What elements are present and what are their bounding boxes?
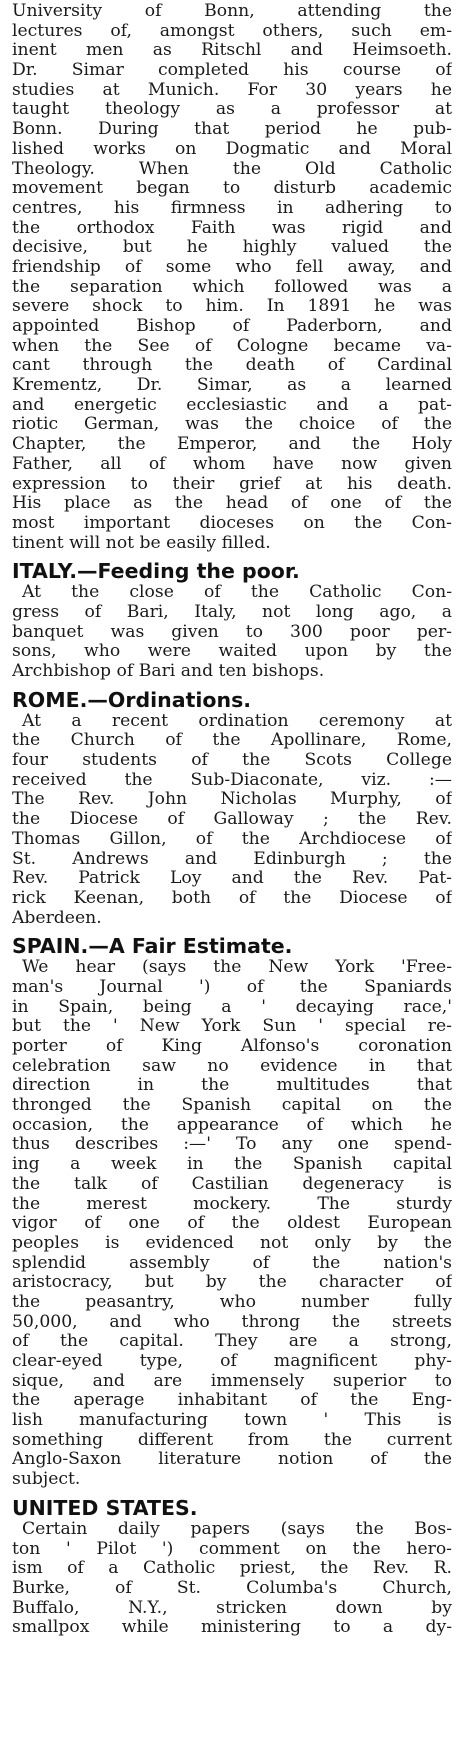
text-line: sons, who were waited upon by the [12,642,452,662]
text-line: rick Keenan, both of the Diocese of [12,888,452,908]
text-line: Burke, of St. Columba's Church, [12,1578,452,1598]
text-line: The Rev. John Nicholas Murphy, of [12,790,452,810]
text-line: the aperage inhabitant of the Eng- [12,1391,452,1411]
text-line: 50,000, and who throng the streets [12,1312,452,1332]
text-line: when the See of Cologne became va- [12,336,452,356]
text-line: inent men as Ritschl and Heimsoeth. [12,41,452,61]
text-line: smallpox while ministering to a dy- [12,1618,452,1638]
text-line: subject. [12,1470,81,1490]
spain-paragraph [12,958,452,1490]
text-line: most important dioceses on the Con- [12,513,452,533]
text-line: thronged the Spanish capital on the [12,1096,452,1116]
text-line: gress of Bari, Italy, not long ago, a [12,602,452,622]
text-line: centres, his firmness in adhering to [12,198,452,218]
text-line: Theology. When the Old Catholic [12,159,452,179]
text-line: man's Journal ') of the Spaniards [12,977,452,997]
simar-paragraph [12,2,452,553]
text-line: peoples is evidenced not only by the [12,1233,452,1253]
italy-heading: ITALY.—Feeding the poor. [12,559,300,584]
text-line: the merest mockery. The sturdy [12,1194,452,1214]
text-line: in Spain, being a ' decaying race,' [12,997,452,1017]
italy-paragraph [12,583,452,681]
text-line: riotic German, was the choice of the [12,415,452,435]
text-line: received the Sub-Diaconate, viz. :— [12,770,452,790]
text-line: the Church of the Apollinare, Rome, [12,731,452,751]
text-line: University of Bonn, attending the [12,2,452,21]
text-line: thus describes :—' To any one spend- [12,1135,452,1155]
text-line: decisive, but he highly valued the [12,238,452,258]
text-line: Archbishop of Bari and ten bishops. [12,662,325,681]
text-line: His place as the head of one of the [12,494,452,514]
text-line: ton ' Pilot ') comment on the hero- [12,1539,452,1559]
text-line: Anglo-Saxon literature notion of the [12,1450,452,1470]
text-line: Certain daily papers (says the Bos- [22,1519,452,1539]
text-line: taught theology as a professor at [12,100,452,120]
text-line: the orthodox Faith was rigid and [12,218,452,238]
text-line: four students of the Scots College [12,751,452,771]
text-line: studies at Munich. For 30 years he [12,80,452,100]
text-line: lish manufacturing town ' This is [12,1411,452,1431]
text-line: expression to their grief at his death. [12,474,452,494]
text-line: direction in the multitudes that [12,1076,452,1096]
rome-heading: ROME.—Ordinations. [12,687,252,712]
text-line: the Diocese of Galloway ; the Rev. [12,810,452,830]
text-line: Aberdeen. [12,908,102,928]
text-line: clear-eyed type, of magnificent phy- [12,1352,452,1371]
text-line: movement began to disturb academic [12,179,452,199]
text-line: Thomas Gillon, of the Archdiocese of [12,829,452,849]
text-line: ing a week in the Spanish capital [12,1155,452,1175]
text-line: Krementz, Dr. Simar, as a learned [12,376,452,396]
text-line: celebration saw no evidence in that [12,1056,452,1076]
text-line: ism of a Catholic priest, the Rev. R. [12,1559,452,1579]
text-line: aristocracy, but by the character of [12,1273,452,1293]
text-line: We hear (says the New York 'Free- [22,958,452,978]
text-line: the talk of Castilian degeneracy is [12,1174,452,1194]
text-line: St. Andrews and Edinburgh ; the [12,849,452,869]
text-line: Chapter, the Emperor, and the Holy [12,435,452,455]
text-line: Rev. Patrick Loy and the Rev. Pat- [12,869,452,889]
text-line: porter of King Alfonso's coronation [12,1037,452,1056]
text-line: friendship of some who fell away, and [12,257,452,277]
text-line: the separation which followed was a [12,277,452,297]
text-line: At the close of the Catholic Con- [22,583,452,603]
text-line: cant through the death of Cardinal [12,356,452,376]
spain-heading: SPAIN.—A Fair Estimate. [12,934,293,959]
text-line: and energetic ecclesiastic and a pat- [12,395,452,415]
newspaper-column [12,2,452,1638]
text-line: severe shock to him. In 1891 he was [12,297,452,317]
text-line: Dr. Simar completed his course of [12,61,452,81]
text-line: appointed Bishop of Paderborn, and [12,317,452,336]
text-line: lectures of, amongst others, such em- [12,21,452,41]
text-line: At a recent ordination ceremony at [22,711,452,731]
text-line: splendid assembly of the nation's [12,1253,452,1273]
rome-paragraph [12,712,452,929]
text-line: of the capital. They are a strong, [12,1332,452,1352]
text-line: Father, all of whom have now given [12,454,452,474]
text-line: occasion, the appearance of which he [12,1115,452,1135]
text-line: Buffalo, N.Y., stricken down by [12,1598,452,1618]
text-line: sique, and are immensely superior to [12,1371,452,1391]
text-line: banquet was given to 300 poor per- [12,622,452,642]
text-line: tinent will not be easily filled. [12,533,271,553]
text-line: Bonn. During that period he pub- [12,120,452,140]
united-states-heading: UNITED STATES. [12,1495,198,1520]
text-line: but the ' New York Sun ' special re- [12,1017,452,1037]
text-line: the peasantry, who number fully [12,1292,452,1312]
text-line: something different from the current [12,1430,452,1450]
united-states-paragraph [12,1520,452,1638]
text-line: lished works on Dogmatic and Moral [12,139,452,159]
text-line: vigor of one of the oldest European [12,1214,452,1234]
